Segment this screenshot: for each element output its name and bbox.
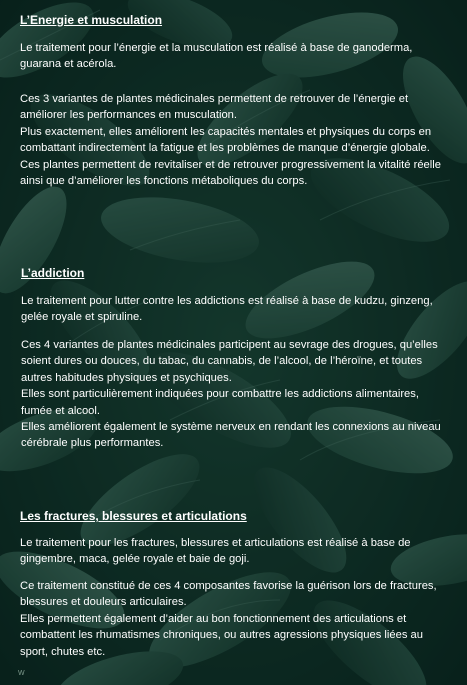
section-fractures-intro: Le traitement pour les fractures, blessures et articulations est réalisé à base de gingembre, maca, gelée royale et baie de goji. — [20, 537, 411, 566]
section-title-energie: L’Energie et musculation — [20, 13, 163, 27]
section-addiction-intro: Le traitement pour lutter contre les addictions est réalisé à base de kudzu, ginzeng, gelée royale et spiruline. — [21, 295, 433, 324]
section-title-fractures: Les fractures, blessures et articulations — [20, 509, 247, 523]
section-energie-details: Ces 3 variantes de plantes médicinales permettent de retrouver de l’énergie et améliorer les performances en musculation. Plus exactement, elles améliorent les capacités mentales et physiques du corps en combattant indirectement la fatigue et les problèmes de manque d’énergie globale. Ces plantes permettent de revitaliser et de retrouver progressivement la vitalité réelle ainsi que d’améliorer les fonctions métaboliques du corps. — [20, 93, 441, 188]
section-title-addiction: L’addiction — [21, 266, 85, 280]
section-addiction-details: Ces 4 variantes de plantes médicinales participent au sevrage des drogues, qu’elles soient dures ou douces, du tabac, du cannabis, de l’alcool, de l’héroïne, et toutes autres habitudes physiques et psychiques. Elles sont particulièrement indiquées pour combattre les addictions alimentaires, fumée et alcool. Elles améliorent également le système nerveux en rendant les connexions au niveau cérébrale plus performantes. — [21, 339, 441, 450]
corner-watermark: W — [18, 670, 25, 677]
section-energie-intro: Le traitement pour l’énergie et la musculation est réalisé à base de ganoderma, guarana et acérola. — [20, 42, 413, 71]
section-fractures-details: Ce traitement constitué de ces 4 composantes favorise la guérison lors de fractures, blessures et douleurs articulaires. Elles permettent également d’aider au bon fonctionnement des articulations et combattent les rhumatismes chroniques, ou autres agressions physiques liées au sport, chutes etc. — [20, 580, 437, 658]
